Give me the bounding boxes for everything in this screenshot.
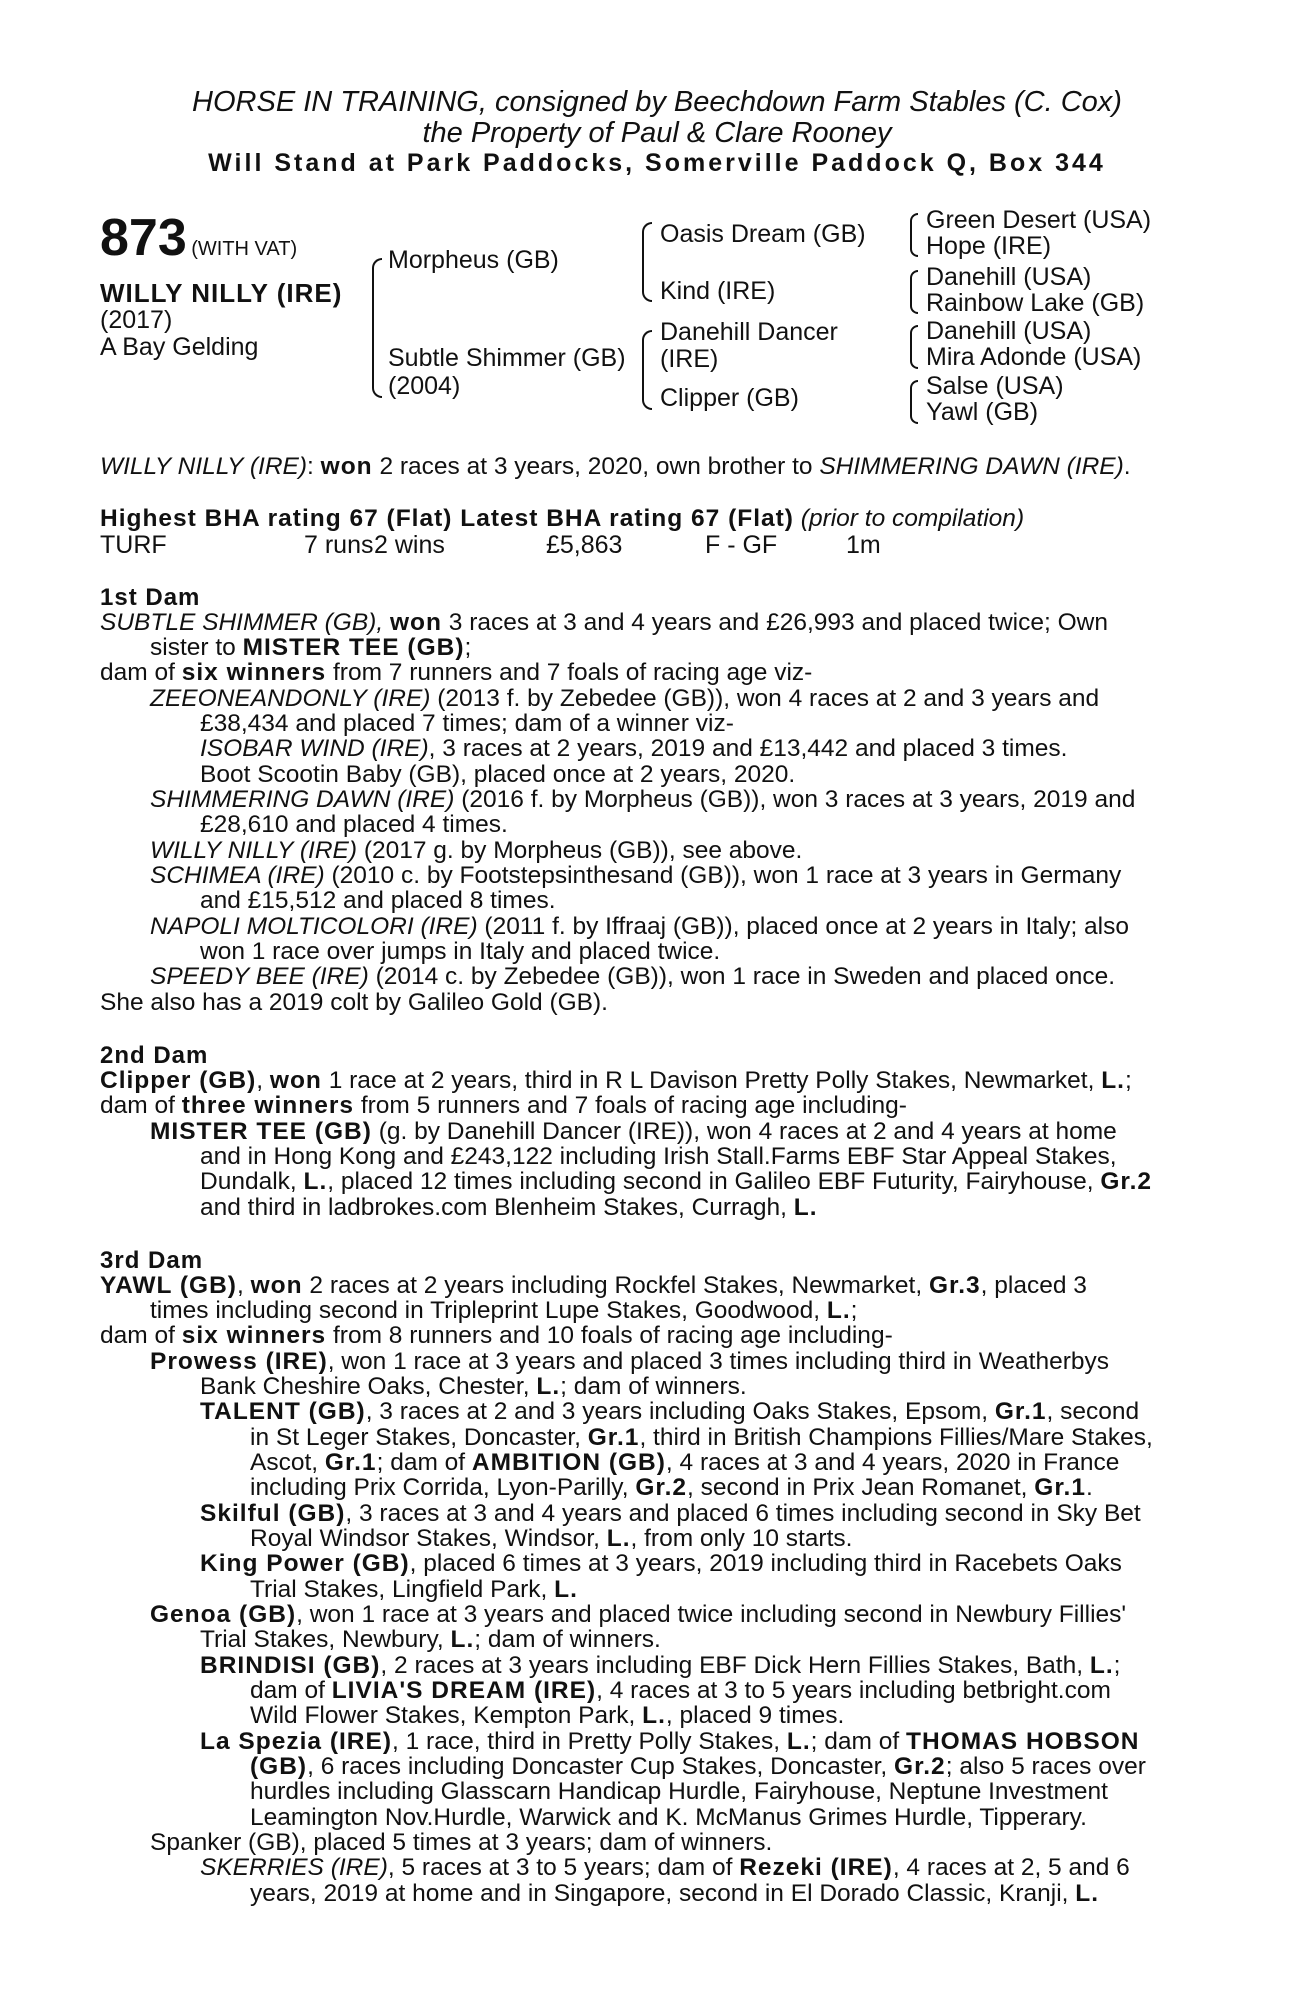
third-dam-line: including Prix Corrida, Lyon-Parilly, Gr.2, second in Prix Jean Romanet, Gr.1.	[250, 1474, 1093, 1501]
first-dam-line: She also has a 2019 colt by Galileo Gold (GB).	[100, 989, 608, 1016]
pedigree-bracket-2b	[642, 330, 652, 410]
grandsire-5: Danehill (USA)	[926, 317, 1092, 345]
third-dam-line: YAWL (GB), won 2 races at 2 years including Rockfel Stakes, Newmarket, Gr.3, placed 3	[100, 1272, 1087, 1299]
third-dam-line: in St Leger Stakes, Doncaster, Gr.1, third in British Champions Fillies/Mare Stakes,	[250, 1424, 1153, 1451]
first-dam-line: won 1 race over jumps in Italy and placed twice.	[200, 938, 721, 965]
first-dam-line: £28,610 and placed 4 times.	[200, 811, 508, 838]
third-dam-line: Prowess (IRE), won 1 race at 3 years and placed 3 times including third in Weatherbys	[150, 1348, 1109, 1375]
second-dam-line: dam of three winners from 5 runners and 7 foals of racing age including-	[100, 1092, 907, 1119]
bha-rating: Highest BHA rating 67 (Flat) Latest BHA rating 67 (Flat) (prior to compilation)	[100, 505, 1025, 532]
third-dam-line: TALENT (GB), 3 races at 2 and 3 years including Oaks Stakes, Epsom, Gr.1, second	[200, 1398, 1140, 1425]
third-dam-line: dam of LIVIA'S DREAM (IRE), 4 races at 3 to 5 years including betbright.com	[250, 1677, 1111, 1704]
second-dam-line: Dundalk, L., placed 12 times including second in Galileo EBF Futurity, Fairyhouse, Gr.2	[200, 1168, 1153, 1195]
pedigree-bracket-3d	[910, 380, 918, 424]
horse-description: A Bay Gelding	[100, 333, 259, 361]
first-dam-line: ISOBAR WIND (IRE), 3 races at 2 years, 2019 and £13,442 and placed 3 times.	[200, 735, 1068, 762]
third-dam-line: Spanker (GB), placed 5 times at 3 years; dam of winners.	[150, 1829, 773, 1856]
first-dam-line: £38,434 and placed 7 times; dam of a winner viz-	[200, 710, 734, 737]
pedigree-bracket-3a	[910, 213, 918, 257]
second-dam-line: Clipper (GB), won 1 race at 2 years, third in R L Davison Pretty Polly Stakes, Newmarket, L.;	[100, 1067, 1132, 1094]
first-dam-line: SUBTLE SHIMMER (GB), won 3 races at 3 and 4 years and £26,993 and placed twice; Own	[100, 609, 1108, 636]
dam: Subtle Shimmer (GB)	[388, 344, 626, 372]
grandsire-3: Danehill (USA)	[926, 263, 1092, 291]
pedigree-bracket-1	[372, 258, 382, 398]
third-dam-line: Wild Flower Stakes, Kempton Park, L., placed 9 times.	[250, 1702, 845, 1729]
grandsire-6: Mira Adonde (USA)	[926, 343, 1142, 371]
third-dam-line: Royal Windsor Stakes, Windsor, L., from only 10 starts.	[250, 1525, 853, 1552]
third-dam-line: La Spezia (IRE), 1 race, third in Pretty Polly Stakes, L.; dam of THOMAS HOBSON	[200, 1728, 1140, 1755]
third-dam-line: years, 2019 at home and in Singapore, second in El Dorado Classic, Kranji, L.	[250, 1880, 1100, 1907]
second-dam-line: and in Hong Kong and £243,122 including Irish Stall.Farms EBF Star Appeal Stakes,	[200, 1143, 1117, 1170]
first-dam-line: SCHIMEA (IRE) (2010 c. by Footstepsinthesand (GB)), won 1 race at 3 years in Germany	[150, 862, 1122, 889]
first-dam-line: SHIMMERING DAWN (IRE) (2016 f. by Morpheus (GB)), won 3 races at 3 years, 2019 and	[150, 786, 1136, 813]
consignor-line: HORSE IN TRAINING, consigned by Beechdown Farm Stables (C. Cox)	[192, 86, 1122, 118]
dam-sire-line1: Danehill Dancer	[660, 318, 838, 346]
lot-number-row	[100, 208, 297, 268]
first-dam-line: WILLY NILLY (IRE) (2017 g. by Morpheus (GB)), see above.	[150, 837, 803, 864]
stand-location: Will Stand at Park Paddocks, Somerville Paddock Q, Box 344	[208, 149, 1106, 177]
first-dam-line: SPEEDY BEE (IRE) (2014 c. by Zebedee (GB)), won 1 race in Sweden and placed once.	[150, 963, 1116, 990]
lot-number: 873	[100, 209, 187, 267]
first-dam-heading: 1st Dam	[100, 584, 201, 611]
sire: Morpheus (GB)	[388, 246, 559, 274]
second-dam-line: and third in ladbrokes.com Blenheim Stakes, Curragh, L.	[200, 1194, 818, 1221]
third-dam-heading: 3rd Dam	[100, 1247, 204, 1274]
dam-dam: Clipper (GB)	[660, 384, 799, 412]
dam-sire-line2: (IRE)	[660, 345, 719, 373]
third-dam-line: (GB), 6 races including Doncaster Cup Stakes, Doncaster, Gr.2; also 5 races over	[250, 1753, 1146, 1780]
first-dam-line: sister to MISTER TEE (GB);	[150, 634, 472, 661]
first-dam-line: and £15,512 and placed 8 times.	[200, 887, 556, 914]
third-dam-line: hurdles including Glasscarn Handicap Hurdle, Fairyhouse, Neptune Investment	[250, 1778, 1108, 1805]
third-dam-line: SKERRIES (IRE), 5 races at 3 to 5 years; dam of Rezeki (IRE), 4 races at 2, 5 and 6	[200, 1854, 1130, 1881]
pedigree-bracket-3c	[910, 325, 918, 369]
second-dam-line: MISTER TEE (GB) (g. by Danehill Dancer (IRE)), won 4 races at 2 and 4 years at home	[150, 1118, 1117, 1145]
third-dam-line: Bank Cheshire Oaks, Chester, L.; dam of winners.	[200, 1373, 747, 1400]
third-dam-line: times including second in Tripleprint Lupe Stakes, Goodwood, L.;	[150, 1297, 858, 1324]
horse-year: (2017)	[100, 306, 173, 334]
third-dam-line: Trial Stakes, Newbury, L.; dam of winners.	[200, 1626, 661, 1653]
record-going: F - GF	[705, 531, 778, 559]
sire-sire: Oasis Dream (GB)	[660, 220, 866, 248]
third-dam-line: Genoa (GB), won 1 race at 3 years and placed twice including second in Newbury Fillies'	[150, 1601, 1127, 1628]
horse-summary: WILLY NILLY (IRE): won 2 races at 3 years, 2020, own brother to SHIMMERING DAWN (IRE).	[100, 453, 1131, 480]
sire-dam: Kind (IRE)	[660, 277, 776, 305]
grandsire-2: Hope (IRE)	[926, 232, 1052, 260]
third-dam-line: dam of six winners from 8 runners and 10 foals of racing age including-	[100, 1322, 893, 1349]
grandsire-8: Yawl (GB)	[926, 398, 1039, 426]
grandsire-7: Salse (USA)	[926, 372, 1064, 400]
third-dam-line: King Power (GB), placed 6 times at 3 years, 2019 including third in Racebets Oaks	[200, 1550, 1122, 1577]
third-dam-line: Leamington Nov.Hurdle, Warwick and K. McManus Grimes Hurdle, Tipperary.	[250, 1804, 1087, 1831]
record-surface: TURF	[100, 531, 167, 559]
first-dam-line: NAPOLI MOLTICOLORI (IRE) (2011 f. by Iffraaj (GB)), placed once at 2 years in Italy; also	[150, 913, 1130, 940]
horse-name: WILLY NILLY (IRE)	[100, 278, 343, 308]
record-runs: 7 runs	[304, 531, 374, 559]
third-dam-line: Trial Stakes, Lingfield Park, L.	[250, 1576, 578, 1603]
dam-year: (2004)	[388, 372, 461, 400]
vat-note: (WITH VAT)	[191, 238, 298, 260]
first-dam-line: dam of six winners from 7 runners and 7 foals of racing age viz-	[100, 659, 813, 686]
third-dam-line: Ascot, Gr.1; dam of AMBITION (GB), 4 races at 3 and 4 years, 2020 in France	[250, 1449, 1120, 1476]
second-dam-heading: 2nd Dam	[100, 1042, 209, 1069]
record-earnings: £5,863	[546, 531, 623, 559]
first-dam-line: ZEEONEANDONLY (IRE) (2013 f. by Zebedee (GB)), won 4 races at 2 and 3 years and	[150, 685, 1100, 712]
third-dam-line: BRINDISI (GB), 2 races at 3 years including EBF Dick Hern Fillies Stakes, Bath, L.;	[200, 1652, 1121, 1679]
first-dam-line: Boot Scootin Baby (GB), placed once at 2 years, 2020.	[200, 761, 796, 788]
grandsire-4: Rainbow Lake (GB)	[926, 289, 1145, 317]
owner-line: the Property of Paul & Clare Rooney	[422, 117, 892, 149]
pedigree-bracket-2a	[642, 222, 652, 302]
record-distance: 1m	[846, 531, 881, 559]
pedigree-bracket-3b	[910, 270, 918, 314]
grandsire-1: Green Desert (USA)	[926, 206, 1152, 234]
third-dam-line: Skilful (GB), 3 races at 3 and 4 years and placed 6 times including second in Sky Bet	[200, 1500, 1141, 1527]
record-wins: 2 wins	[374, 531, 445, 559]
